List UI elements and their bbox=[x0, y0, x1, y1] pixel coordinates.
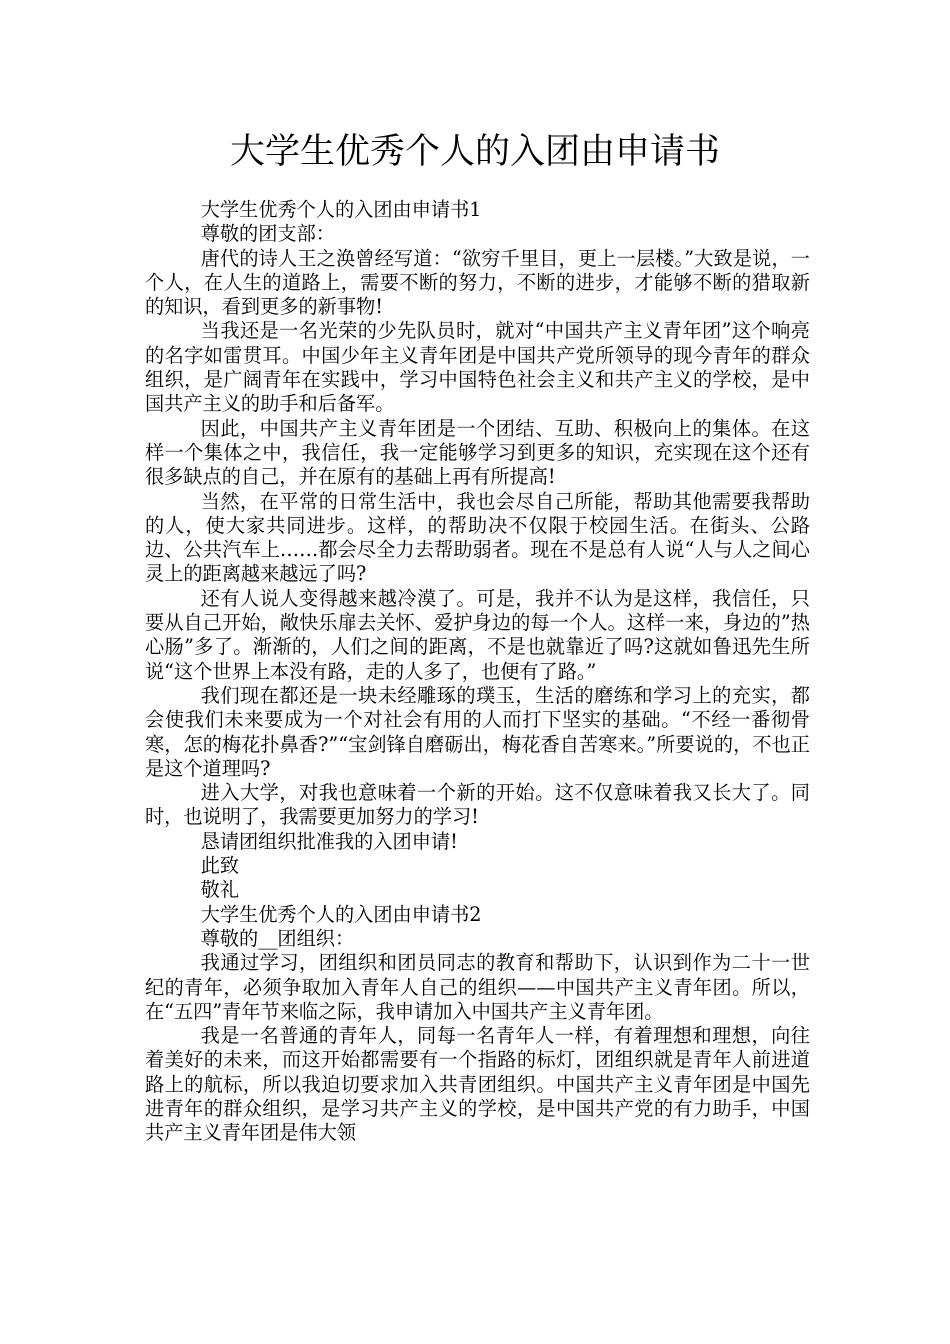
paragraph: 当然，在平常的日常生活中，我也会尽自己所能，帮助其他需要我帮助的人，使大家共同进步。这样，的帮助决不仅限于校园生活。在街头、公路边、公共汽车上……都会尽全力去帮助弱者。现在不是总有人说“人与人之间心灵上的距离越来越远了吗? bbox=[145, 489, 810, 586]
paragraph: 进入大学，对我也意味着一个新的开始。这不仅意味着我又长大了。同时，也说明了，我需要更加努力的学习! bbox=[145, 781, 810, 829]
closing-line: 此致 bbox=[200, 854, 240, 878]
paragraph: 因此，中国共产主义青年团是一个团结、互助、积极向上的集体。在这样一个集体之中，我信任，我一定能够学习到更多的知识，充实现在这个还有很多缺点的自己，并在原有的基础上再有所提高! bbox=[145, 416, 810, 489]
paragraph: 还有人说人变得越来越冷漠了。可是，我并不认为是这样，我信任，只要从自己开始，敞快乐扉去关怀、爱护身边的每一个人。这样一来，身边的”热心肠”多了。渐渐的，人们之间的距离，不是也就靠近了吗?这就如鲁迅先生所说“这个世界上本没有路，走的人多了，也便有了路。” bbox=[145, 586, 810, 683]
salutation-2: 尊敬的__团组织： bbox=[200, 926, 355, 950]
paragraph: 我是一名普通的青年人，同每一名青年人一样，有着理想和理想，向往着美好的未来，而这开始都需要有一个指路的标灯，团组织就是青年人前进道路上的航标，所以我迫切要求加入共青团组织。中国共产主义青年团是中国先进青年的群众组织，是学习共产主义的学校，是中国共产党的有力助手，中国共产主义青年团是伟大领 bbox=[145, 1024, 810, 1145]
salutation-1: 尊敬的团支部： bbox=[200, 222, 335, 246]
request-line: 恳请团组织批准我的入团申请! bbox=[200, 829, 458, 853]
paragraph: 当我还是一名光荣的少先队员时，就对“中国共产主义青年团”这个响亮的名字如雷贯耳。中国少年主义青年团是中国共产党所领导的现今青年的群众组织，是广阔青年在实践中，学习中国特色社会主义和共产主义的学校，是中国共产主义的助手和后备军。 bbox=[145, 319, 810, 416]
paragraph: 我通过学习，团组织和团员同志的教育和帮助下，认识到作为二十一世纪的青年，必须争取加入青年人自己的组织——中国共产主义青年团。所以，在“五四”青年节来临之际，我申请加入中国共产主义青年团。 bbox=[145, 951, 810, 1023]
document-body bbox=[145, 198, 810, 1146]
paragraph: 唐代的诗人王之涣曾经写道：“欲穷千里目，更上一层楼。”大致是说，一个人，在人生的道路上，需要不断的努力，不断的进步，才能够不断的猎取新的知识，看到更多的新事物! bbox=[145, 246, 810, 319]
section-heading-1: 大学生优秀个人的入团由申请书1 bbox=[200, 198, 482, 221]
paragraph: 我们现在都还是一块未经雕琢的璞玉，生活的磨练和学习上的充实，都会使我们未来要成为一个对社会有用的人而打下坚实的基础。“不经一番彻骨寒，怎的梅花扑鼻香?”“宝剑锋自磨砺出，梅花香自苦寒来。”所要说的，不也正是这个道理吗? bbox=[145, 683, 810, 780]
section-heading-2: 大学生优秀个人的入团由申请书2 bbox=[200, 902, 482, 926]
document-title: 大学生优秀个人的入团由申请书 bbox=[229, 132, 720, 172]
closing-salute: 敬礼 bbox=[200, 878, 240, 902]
